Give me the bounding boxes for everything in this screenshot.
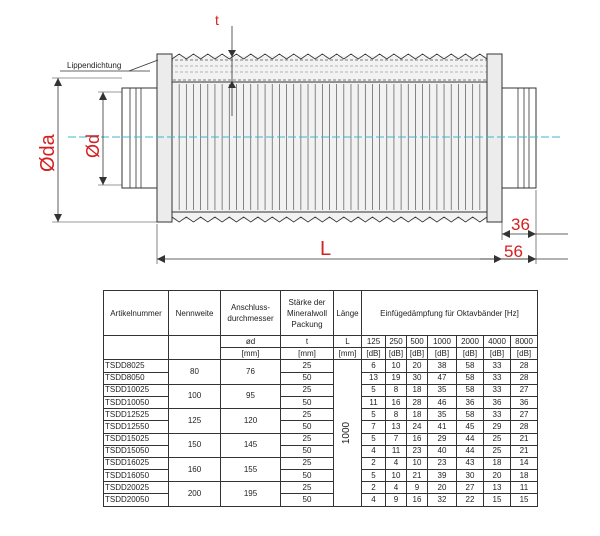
unit-mm: [mm] xyxy=(334,348,362,360)
attenuation-value: 4 xyxy=(386,457,407,469)
attenuation-value: 11 xyxy=(362,396,386,408)
unit-mm: [mm] xyxy=(281,348,334,360)
attenuation-value: 6 xyxy=(362,360,386,372)
table-row xyxy=(104,384,538,396)
symbol-d: ød xyxy=(221,336,281,348)
attenuation-value: 5 xyxy=(362,433,386,445)
laenge-value: 1000 xyxy=(341,421,353,445)
d-dimension-label: Ød xyxy=(83,133,103,158)
attenuation-value: 47 xyxy=(428,372,457,384)
spigot-left xyxy=(122,88,157,188)
attenuation-value: 8 xyxy=(386,384,407,396)
freq-500: 500 xyxy=(407,336,428,348)
article-number: TSDD16050 xyxy=(104,470,169,482)
attenuation-value: 36 xyxy=(457,396,484,408)
attenuation-value: 33 xyxy=(484,372,511,384)
attenuation-value: 18 xyxy=(407,409,428,421)
attenuation-value: 5 xyxy=(362,409,386,421)
attenuation-value: 33 xyxy=(484,360,511,372)
attenuation-value: 35 xyxy=(428,384,457,396)
nennweite-value: 160 xyxy=(169,457,221,481)
unit-db: [dB] xyxy=(428,348,457,360)
dim-56-label: 56 xyxy=(504,242,523,261)
header-anschluss: Anschluss-durchmesser xyxy=(221,291,281,336)
attenuation-value: 27 xyxy=(511,409,538,421)
anschluss-value: 195 xyxy=(221,482,281,506)
header-nennweite: Nennweite xyxy=(169,291,221,336)
attenuation-value: 40 xyxy=(428,445,457,457)
table-row xyxy=(104,457,538,469)
unit-db: [dB] xyxy=(386,348,407,360)
attenuation-value: 16 xyxy=(407,433,428,445)
article-number: TSDD15050 xyxy=(104,445,169,457)
anschluss-value: 76 xyxy=(221,360,281,384)
nennweite-value: 100 xyxy=(169,384,221,408)
attenuation-value: 29 xyxy=(484,421,511,433)
attenuation-value: 16 xyxy=(386,396,407,408)
attenuation-value: 30 xyxy=(457,470,484,482)
attenuation-value: 21 xyxy=(407,470,428,482)
attenuation-value: 28 xyxy=(511,360,538,372)
attenuation-value: 25 xyxy=(484,445,511,457)
attenuation-value: 25 xyxy=(484,433,511,445)
attenuation-value: 19 xyxy=(386,372,407,384)
attenuation-value: 14 xyxy=(511,457,538,469)
packing-thickness-value: 50 xyxy=(281,396,334,408)
article-number: TSDD8025 xyxy=(104,360,169,372)
header-staerke: Stärke der Mineralwoll Packung xyxy=(281,291,334,336)
unit-mm: [mm] xyxy=(221,348,281,360)
attenuation-value: 15 xyxy=(484,494,511,506)
packing-thickness-value: 50 xyxy=(281,372,334,384)
attenuation-value: 58 xyxy=(457,360,484,372)
anschluss-value: 155 xyxy=(221,457,281,481)
attenuation-value: 5 xyxy=(362,470,386,482)
attenuation-value: 24 xyxy=(407,421,428,433)
packing-thickness-value: 50 xyxy=(281,445,334,457)
attenuation-value: 44 xyxy=(457,433,484,445)
attenuation-value: 21 xyxy=(511,445,538,457)
freq-250: 250 xyxy=(386,336,407,348)
attenuation-value: 8 xyxy=(386,409,407,421)
packing-thickness-value: 50 xyxy=(281,494,334,506)
attenuation-value: 20 xyxy=(484,470,511,482)
nennweite-value: 150 xyxy=(169,433,221,457)
silencer-body xyxy=(157,56,500,220)
attenuation-value: 46 xyxy=(428,396,457,408)
attenuation-value: 45 xyxy=(457,421,484,433)
attenuation-value: 38 xyxy=(428,360,457,372)
table-row xyxy=(104,409,538,421)
anschluss-value: 95 xyxy=(221,384,281,408)
attenuation-value: 28 xyxy=(511,421,538,433)
attenuation-value: 5 xyxy=(362,384,386,396)
table-row xyxy=(104,433,538,445)
freq-1000: 1000 xyxy=(428,336,457,348)
attenuation-value: 2 xyxy=(362,457,386,469)
t-dimension-label: t xyxy=(215,12,219,28)
attenuation-value: 36 xyxy=(484,396,511,408)
attenuation-value: 7 xyxy=(386,433,407,445)
packing-thickness-value: 50 xyxy=(281,470,334,482)
article-number: TSDD10050 xyxy=(104,396,169,408)
attenuation-value: 27 xyxy=(457,482,484,494)
attenuation-value: 2 xyxy=(362,482,386,494)
nennweite-value: 200 xyxy=(169,482,221,506)
attenuation-value: 39 xyxy=(428,470,457,482)
attenuation-value: 20 xyxy=(428,482,457,494)
article-number: TSDD8050 xyxy=(104,372,169,384)
attenuation-value: 18 xyxy=(484,457,511,469)
attenuation-value: 4 xyxy=(362,445,386,457)
attenuation-value: 18 xyxy=(407,384,428,396)
end-cap-left xyxy=(157,54,172,222)
table-symbol-row xyxy=(104,336,538,348)
attenuation-value: 29 xyxy=(428,433,457,445)
attenuation-value: 28 xyxy=(511,372,538,384)
article-number: TSDD10025 xyxy=(104,384,169,396)
table-row xyxy=(104,360,538,372)
attenuation-value: 30 xyxy=(407,372,428,384)
L-dimension-label: L xyxy=(320,238,332,260)
unit-db: [dB] xyxy=(457,348,484,360)
attenuation-value: 22 xyxy=(457,494,484,506)
attenuation-value: 13 xyxy=(386,421,407,433)
attenuation-value: 28 xyxy=(407,396,428,408)
attenuation-value: 58 xyxy=(457,372,484,384)
nennweite-value: 80 xyxy=(169,360,221,384)
header-artikel: Artikelnummer xyxy=(104,291,169,336)
specification-table xyxy=(103,290,538,507)
attenuation-value: 9 xyxy=(386,494,407,506)
attenuation-value: 10 xyxy=(407,457,428,469)
freq-4000: 4000 xyxy=(484,336,511,348)
freq-125: 125 xyxy=(362,336,386,348)
laenge-value-cell xyxy=(334,360,362,506)
attenuation-value: 15 xyxy=(511,494,538,506)
attenuation-value: 7 xyxy=(362,421,386,433)
unit-db: [dB] xyxy=(407,348,428,360)
article-number: TSDD15025 xyxy=(104,433,169,445)
attenuation-value: 4 xyxy=(386,482,407,494)
attenuation-value: 20 xyxy=(407,360,428,372)
attenuation-value: 35 xyxy=(428,409,457,421)
attenuation-value: 16 xyxy=(407,494,428,506)
attenuation-value: 4 xyxy=(362,494,386,506)
attenuation-value: 18 xyxy=(511,470,538,482)
attenuation-value: 11 xyxy=(386,445,407,457)
attenuation-value: 33 xyxy=(484,384,511,396)
anschluss-value: 120 xyxy=(221,409,281,433)
attenuation-value: 36 xyxy=(511,396,538,408)
attenuation-value: 23 xyxy=(428,457,457,469)
attenuation-value: 9 xyxy=(407,482,428,494)
attenuation-value: 10 xyxy=(386,360,407,372)
da-dimension-label: Øda xyxy=(37,134,59,172)
symbol-L: L xyxy=(334,336,362,348)
attenuation-value: 41 xyxy=(428,421,457,433)
packing-thickness-value: 25 xyxy=(281,433,334,445)
dim-36-label: 36 xyxy=(511,215,530,234)
packing-thickness-value: 25 xyxy=(281,384,334,396)
table-header-row xyxy=(104,291,538,336)
attenuation-value: 21 xyxy=(511,433,538,445)
packing-thickness-value: 25 xyxy=(281,360,334,372)
article-number: TSDD16025 xyxy=(104,457,169,469)
attenuation-value: 13 xyxy=(484,482,511,494)
attenuation-value: 10 xyxy=(386,470,407,482)
packing-thickness-value: 50 xyxy=(281,421,334,433)
attenuation-value: 58 xyxy=(457,409,484,421)
packing-thickness-value: 25 xyxy=(281,409,334,421)
unit-db: [dB] xyxy=(362,348,386,360)
nennweite-value: 125 xyxy=(169,409,221,433)
unit-db: [dB] xyxy=(511,348,538,360)
lippendichtung-label: Lippendichtung xyxy=(67,61,122,70)
attenuation-value: 32 xyxy=(428,494,457,506)
table-row xyxy=(104,482,538,494)
attenuation-value: 27 xyxy=(511,384,538,396)
header-laenge: Länge xyxy=(334,291,362,336)
header-einfuegedaempfung: Einfügedämpfung für Oktavbänder [Hz] xyxy=(362,291,538,336)
spigot-right xyxy=(502,88,536,188)
packing-thickness-value: 25 xyxy=(281,457,334,469)
freq-2000: 2000 xyxy=(457,336,484,348)
article-number: TSDD20025 xyxy=(104,482,169,494)
anschluss-value: 145 xyxy=(221,433,281,457)
packing-thickness-value: 25 xyxy=(281,482,334,494)
attenuation-value: 23 xyxy=(407,445,428,457)
attenuation-value: 44 xyxy=(457,445,484,457)
unit-db: [dB] xyxy=(484,348,511,360)
attenuation-value: 58 xyxy=(457,384,484,396)
attenuation-value: 43 xyxy=(457,457,484,469)
article-number: TSDD12550 xyxy=(104,421,169,433)
attenuation-value: 11 xyxy=(511,482,538,494)
article-number: TSDD12525 xyxy=(104,409,169,421)
end-cap-right xyxy=(487,54,502,222)
article-number: TSDD20050 xyxy=(104,494,169,506)
symbol-t: t xyxy=(281,336,334,348)
attenuation-value: 13 xyxy=(362,372,386,384)
freq-8000: 8000 xyxy=(511,336,538,348)
attenuation-value: 33 xyxy=(484,409,511,421)
